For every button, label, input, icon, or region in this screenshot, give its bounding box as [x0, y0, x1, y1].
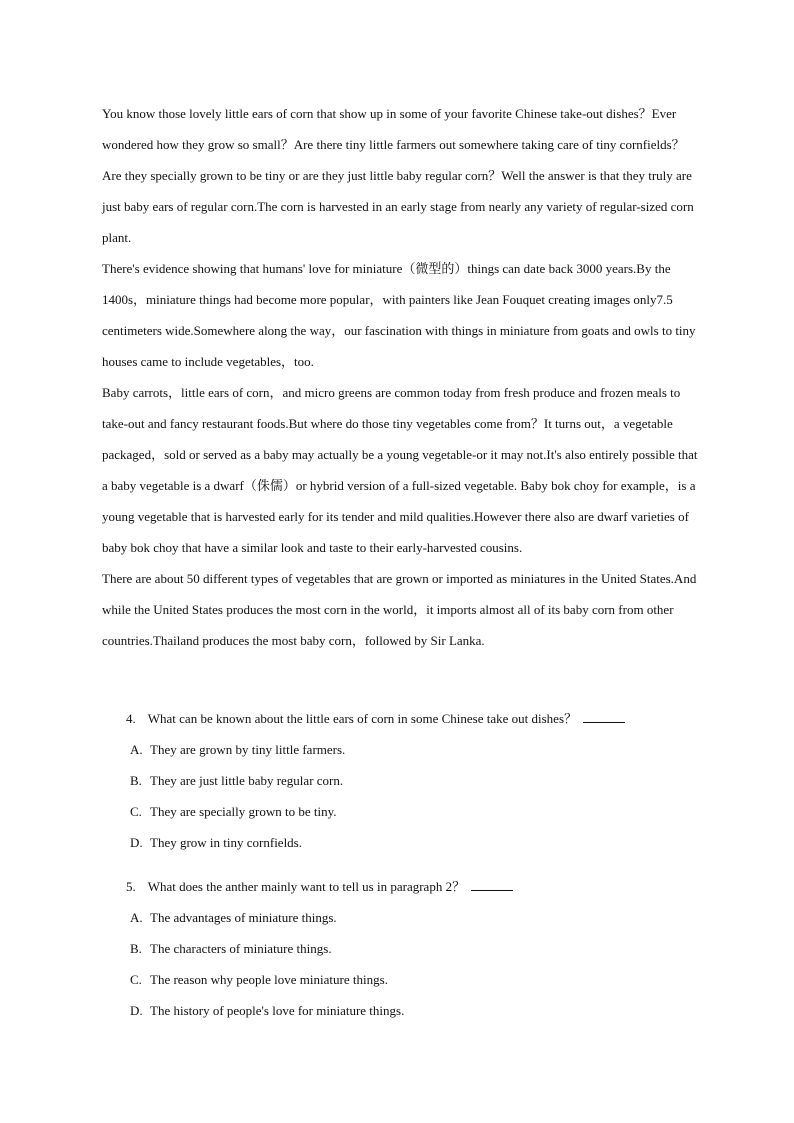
option-text: They are specially grown to be tiny.: [150, 804, 337, 819]
question-4: [126, 703, 686, 858]
option-d[interactable]: [126, 827, 686, 858]
option-letter: C.: [130, 804, 142, 819]
option-text: The history of people's love for miniature things.: [150, 1003, 405, 1018]
option-text: They are just little baby regular corn.: [150, 773, 344, 788]
option-text: They are grown by tiny little farmers.: [150, 742, 346, 757]
question-5: [126, 871, 686, 1026]
option-d[interactable]: [126, 995, 686, 1026]
answer-blank[interactable]: [583, 708, 625, 723]
passage-paragraph-3: Baby carrots，little ears of corn，and micro greens are common today from fresh produce and frozen meals to take-out and fancy restaurant foods.But where do those tiny vegetables come from？It turns out，a vegetable packaged，sold or served as a baby may actually be a young vegetable-or it may not.It's also entirely possible that a baby vegetable is a dwarf（侏儒）or hybrid version of a full-sized vegetable. Baby bok choy for example，is a young vegetable that is harvested early for its tender and mild qualities.However there also are dwarf varieties of baby bok choy that have a similar look and taste to their early-harvested cousins.: [102, 385, 698, 555]
option-b[interactable]: [126, 765, 686, 796]
question-stem: [126, 871, 686, 902]
question-text: What does the anther mainly want to tell us in paragraph 2？: [147, 879, 466, 894]
passage-paragraph-1: You know those lovely little ears of corn that show up in some of your favorite Chinese take-out dishes？Ever wondered how they grow so small？Are there tiny little farmers out somewhere taking care of tiny cornfields？Are they specially grown to be tiny or are they just little baby regular corn？Well the answer is that they truly are just baby ears of regular corn.The corn is harvested in an early stage from nearly any variety of regular-sized corn plant.: [102, 106, 694, 245]
answer-blank[interactable]: [471, 876, 513, 891]
option-text: The advantages of miniature things.: [150, 910, 337, 925]
option-letter: C.: [130, 972, 142, 987]
option-letter: D.: [130, 835, 143, 850]
question-number: 5.: [126, 879, 136, 894]
passage-paragraph-4: There are about 50 different types of vegetables that are grown or imported as miniatures in the United States.And while the United States produces the most corn in the world，it imports almost all of its baby corn from other countries.Thailand produces the most baby corn，followed by Sir Lanka.: [102, 571, 697, 648]
option-a[interactable]: [126, 902, 686, 933]
reading-passage: [102, 98, 702, 656]
question-number: 4.: [126, 711, 136, 726]
option-letter: A.: [130, 742, 143, 757]
option-letter: B.: [130, 773, 142, 788]
question-text: What can be known about the little ears of corn in some Chinese take out dishes？: [147, 711, 577, 726]
question-list: [126, 703, 686, 1039]
option-c[interactable]: [126, 964, 686, 995]
option-text: The reason why people love miniature things.: [150, 972, 388, 987]
option-b[interactable]: [126, 933, 686, 964]
option-letter: D.: [130, 1003, 143, 1018]
option-text: The characters of miniature things.: [150, 941, 332, 956]
option-letter: B.: [130, 941, 142, 956]
option-text: They grow in tiny cornfields.: [150, 835, 302, 850]
option-a[interactable]: [126, 734, 686, 765]
passage-paragraph-2: There's evidence showing that humans' love for miniature（微型的）things can date back 3000 years.By the 1400s，miniature things had become more popular，with painters like Jean Fouquet creating images only7.5 centimeters wide.Somewhere along the way，our fascination with things in miniature from goats and owls to tiny houses came to include vegetables，too.: [102, 261, 696, 369]
question-stem: [126, 703, 686, 734]
option-c[interactable]: [126, 796, 686, 827]
option-letter: A.: [130, 910, 143, 925]
